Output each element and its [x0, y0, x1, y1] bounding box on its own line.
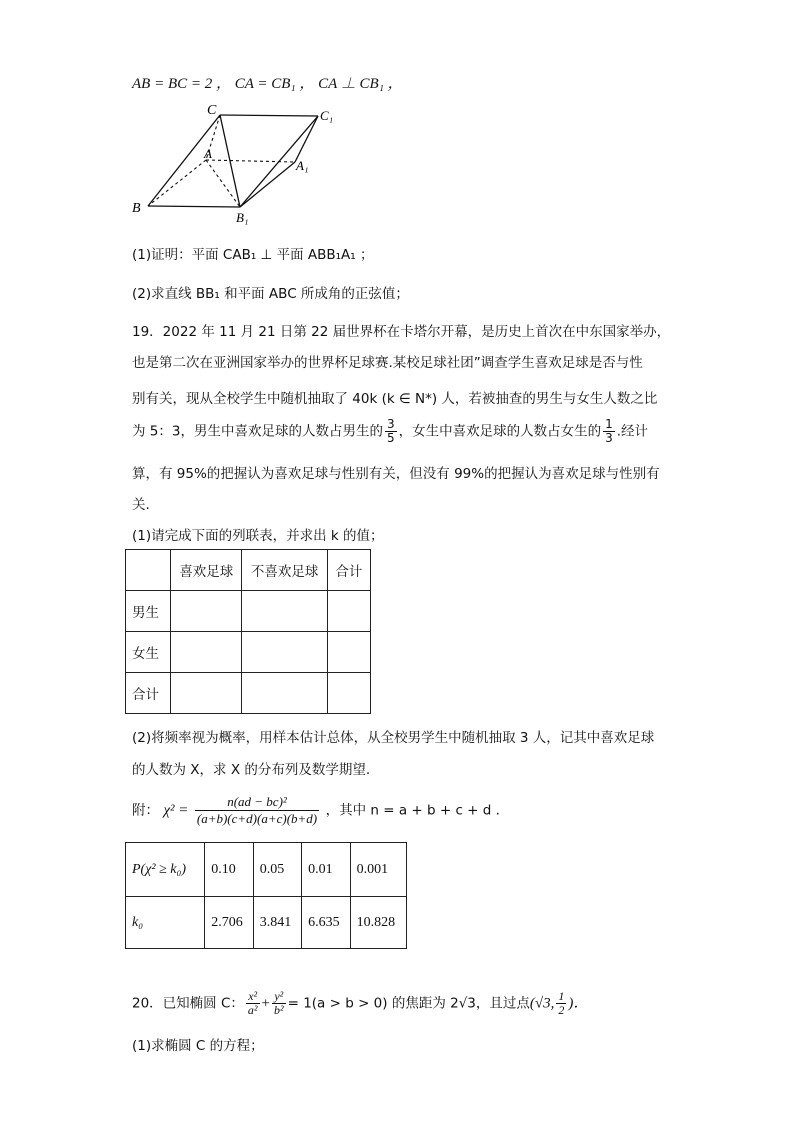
table-cell — [171, 632, 242, 673]
q19-line4-c: .经计 — [616, 423, 649, 440]
q19-part2-line1: (2)将频率视为概率，用样本估计总体，从全校男学生中随机抽取 3 人，记其中喜欢足球 — [132, 730, 655, 746]
q18-part2: (2)求直线 BB₁ 和平面 ABC 所成角的正弦值； — [132, 286, 409, 302]
edge-A1-B1 — [240, 162, 295, 207]
crit-value: 0.01 — [302, 843, 350, 897]
table-cell — [171, 673, 242, 714]
table-cell — [242, 632, 327, 673]
q19-line3: 别有关，现从全校学生中随机抽取了 40k (k ∈ N*) 人，若被抽查的男生与女生人数之比 — [132, 391, 658, 407]
crit-value: 0.10 — [205, 843, 253, 897]
crit-value: 0.05 — [253, 843, 301, 897]
table-cell — [242, 591, 327, 632]
fraction-y2-b2: $\frac{\text{y²}}{\text{b²}}$ — [273, 989, 284, 1017]
chi-tail: ，其中 n = a + b + c + d . — [325, 802, 500, 819]
chi-lhs: χ² = — [163, 802, 189, 819]
label-C: C — [207, 103, 217, 118]
crit-row2-label: k₀ — [126, 897, 205, 949]
label-A: A — [204, 146, 212, 161]
q20-part1: (1)求椭圆 C 的方程； — [132, 1038, 264, 1054]
crit-value: 6.635 — [302, 897, 350, 949]
q18-part1: (1)证明：平面 CAB₁ ⊥ 平面 ABB₁A₁ ； — [132, 247, 374, 263]
table-cell — [327, 591, 370, 632]
crit-value: 0.001 — [350, 843, 406, 897]
header-cell-dislike: 不喜欢足球 — [242, 550, 327, 591]
crit-value: 10.828 — [350, 897, 406, 949]
prism-figure — [130, 100, 360, 225]
label-B1: B₁ — [236, 210, 249, 225]
table-row — [126, 843, 407, 897]
header-cell-like: 喜欢足球 — [171, 550, 242, 591]
chi-fraction: $\frac{\text{n(ad − bc)²}}{(a+b)(c+d)(a+c)(b+d)}$ — [196, 794, 318, 826]
crit-value: 2.706 — [205, 897, 253, 949]
fraction-1-2: $\frac{1}{2}$ — [558, 989, 565, 1017]
table-row — [126, 673, 371, 714]
table-cell — [242, 673, 327, 714]
header-cell-total: 合计 — [327, 550, 370, 591]
q20-line1-b: = 1(a > b > 0) 的焦距为 2√3，且过点 — [287, 995, 530, 1012]
edge-C-C1 — [220, 115, 318, 116]
label-A1: A₁ — [296, 158, 309, 173]
label-C1: C₁ — [320, 108, 334, 123]
table-row — [126, 897, 407, 949]
edge-B-B1 — [148, 206, 240, 207]
q19-line1: 19．2022 年 11 月 21 日第 22 届世界杯在卡塔尔开幕，是历史上首次在中东国家举办， — [132, 324, 671, 340]
table-cell — [327, 673, 370, 714]
chi-square-formula — [132, 794, 500, 827]
point-a: (√3, — [529, 995, 555, 1012]
label-B: B — [132, 201, 141, 216]
crit-row1-label: P(χ² ≥ k₀) — [126, 843, 205, 897]
q19-line6: 关. — [132, 497, 150, 513]
fraction-x2-a2: $\frac{\text{x²}}{\text{a²}}$ — [247, 989, 258, 1017]
table-row — [126, 632, 371, 673]
q20-line1-a: 20．已知椭圆 C： — [132, 995, 244, 1012]
edge-A-B — [148, 160, 206, 206]
q19-part2-line2: 的人数为 X，求 X 的分布列及数学期望. — [132, 762, 371, 778]
table-cell — [327, 632, 370, 673]
row-label-male: 男生 — [126, 591, 171, 632]
appendix-label: 附： — [132, 802, 159, 819]
critical-values-table — [125, 842, 407, 949]
q19-line4-b: ，女生中喜欢足球的人数占女生的 — [398, 423, 602, 440]
crit-value: 3.841 — [253, 897, 301, 949]
header-cell-empty — [126, 550, 171, 591]
table-row — [126, 591, 371, 632]
q20-line1: 20．已知椭圆 C： $\frac{\text{x²}}{\text{a²}}$ + $\frac{\text{y²}}{\text{b²}}$ = 1(a > b > 0) 的焦距为 2√3，且过点(√3, $\frac{1}{2}$ )． — [132, 989, 589, 1017]
table-cell — [171, 591, 242, 632]
intro-conditions: AB = BC = 2 ， CA = CB₁ ， CA ⊥ CB₁ ， — [132, 76, 403, 92]
q19-line4 — [132, 418, 648, 445]
q19-line5: 算，有 95%的把握认为喜欢足球与性别有关，但没有 99%的把握认为喜欢足球与性别有 — [132, 466, 660, 482]
q19-part1: (1)请完成下面的列联表，并求出 k 的值； — [132, 528, 384, 544]
fraction-3-5: $\frac{3}{5}$ — [386, 417, 395, 445]
fraction-1-3: $\frac{1}{3}$ — [605, 417, 613, 445]
row-label-total: 合计 — [126, 673, 171, 714]
row-label-female: 女生 — [126, 632, 171, 673]
table-header-row — [126, 550, 371, 591]
contingency-table — [125, 549, 371, 714]
q19-line4-a: 为 5：3，男生中喜欢足球的人数占男生的 — [132, 423, 383, 440]
point-b: )． — [568, 995, 589, 1012]
q19-line2: 也是第二次在亚洲国家举办的世界杯足球赛.某校足球社团”调查学生喜欢足球是否与性 — [132, 355, 643, 371]
edge-A-A1 — [206, 160, 295, 162]
